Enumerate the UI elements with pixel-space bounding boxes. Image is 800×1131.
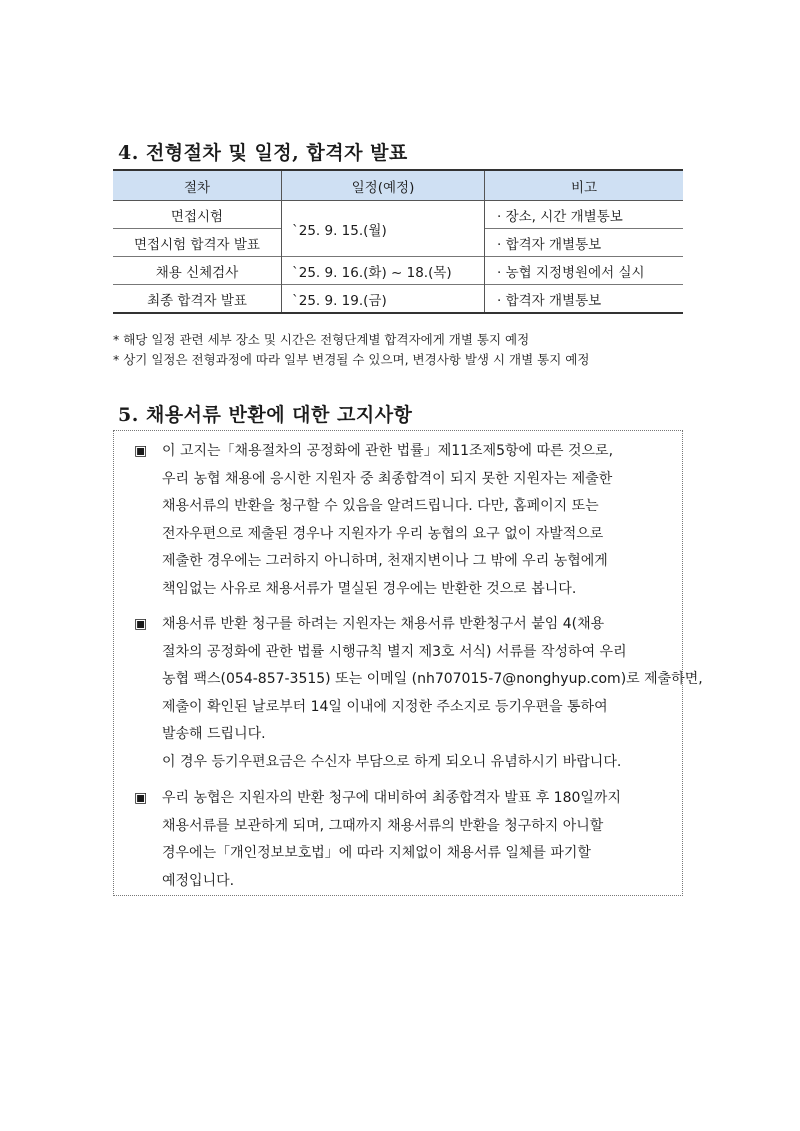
notice-box — [113, 430, 703, 896]
paragraph-line: 절차의 공정화에 관한 법률 시행규칙 별지 제3호 서식) 서류를 작성하여 우리 — [162, 643, 627, 660]
footnote: * 상기 일정은 전형과정에 따라 일부 변경될 수 있으며, 변경사항 발생 시 개별 통지 예정 — [113, 352, 590, 367]
notice-paragraph-retention — [134, 785, 674, 895]
table-header-row — [113, 170, 683, 201]
paragraph-line: 경우에는「개인정보보호법」에 따라 지체없이 채용서류 일체를 파기할 — [162, 845, 591, 861]
square-bullet-icon: ▣ — [134, 790, 148, 806]
header-date: 일정(예정) — [282, 170, 485, 201]
table-row — [113, 285, 683, 314]
paragraph-line: 우리 농협은 지원자의 반환 청구에 대비하여 최종합격자 발표 후 180일까지 — [162, 790, 621, 806]
section-5-title: 5. 채용서류 반환에 대한 고지사항 — [118, 404, 413, 426]
cell-date: `25. 9. 16.(화) ~ 18.(목) — [282, 257, 485, 285]
section-4-title: 4. 전형절차 및 일정, 합격자 발표 — [118, 142, 408, 164]
cell-note: · 합격자 개별통보 — [485, 285, 684, 314]
header-step: 절차 — [113, 170, 282, 201]
table-row — [113, 201, 683, 229]
paragraph-line: 채용서류의 반환을 청구할 수 있음을 알려드립니다. 다만, 홈페이지 또는 — [162, 498, 599, 514]
footnote: * 해당 일정 관련 세부 장소 및 시간은 전형단계별 합격자에게 개별 통지 예정 — [113, 332, 530, 347]
cell-note: · 합격자 개별통보 — [485, 229, 684, 257]
notice-paragraph-return-request — [134, 611, 703, 776]
notice-paragraph-legal-basis — [134, 438, 674, 603]
paragraph-line: 발송해 드립니다. — [162, 726, 266, 742]
cell-step: 면접시험 합격자 발표 — [113, 229, 282, 257]
paragraph-line: 채용서류를 보관하게 되며, 그때까지 채용서류의 반환을 청구하지 아니할 — [162, 817, 604, 834]
paragraph-line: 우리 농협 채용에 응시한 지원자 중 최종합격이 되지 못한 지원자는 제출한 — [162, 470, 613, 487]
paragraph-line: 이 고지는「채용절차의 공정화에 관한 법률」제11조제5항에 따른 것으로, — [162, 443, 614, 459]
table-row — [113, 257, 683, 285]
paragraph-line: 채용서류 반환 청구를 하려는 지원자는 채용서류 반환청구서 붙임 4(채용 — [162, 616, 605, 632]
paragraph-line: 농협 팩스(054-857-3515) 또는 이메일 (nh707015-7@nonghyup.com)로 제출하면, — [162, 671, 703, 687]
cell-step: 채용 신체검사 — [113, 257, 282, 285]
schedule-table — [113, 169, 683, 314]
paragraph-line: 전자우편으로 제출된 경우나 지원자가 우리 농협의 요구 없이 자발적으로 — [162, 525, 604, 542]
paragraph-line: 책임없는 사유로 채용서류가 멸실된 경우에는 반환한 것으로 봅니다. — [162, 580, 577, 597]
cell-date: `25. 9. 15.(월) — [282, 201, 485, 257]
cell-step: 최종 합격자 발표 — [113, 285, 282, 314]
schedule-footnotes — [113, 330, 589, 370]
cell-date: `25. 9. 19.(금) — [282, 285, 485, 314]
cell-step: 면접시험 — [113, 201, 282, 229]
paragraph-line: 제출한 경우에는 그러하지 아니하며, 천재지변이나 그 밖에 우리 농협에게 — [162, 553, 608, 569]
cell-note: · 장소, 시간 개별통보 — [485, 201, 684, 229]
paragraph-line: 이 경우 등기우편요금은 수신자 부담으로 하게 되오니 유념하시기 바랍니다. — [162, 753, 622, 770]
paragraph-line: 제출이 확인된 날로부터 14일 이내에 지정한 주소지로 등기우편을 통하여 — [162, 698, 608, 715]
square-bullet-icon: ▣ — [134, 443, 148, 459]
paragraph-line: 예정입니다. — [162, 872, 235, 889]
header-note: 비고 — [485, 170, 684, 201]
cell-note: · 농협 지정병원에서 실시 — [485, 257, 684, 285]
square-bullet-icon: ▣ — [134, 616, 148, 632]
